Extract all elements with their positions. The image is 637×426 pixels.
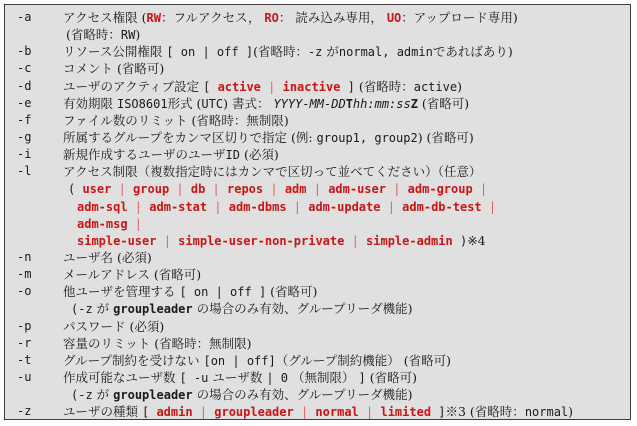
option-description: パスワード (必須) bbox=[63, 318, 165, 334]
option-description: ファイル数のリミット (省略時：無制限) bbox=[63, 112, 289, 128]
option-row bbox=[9, 95, 626, 112]
option-description: アクセス制限（複数指定時にはカンマで区切って並べてください）（任意） bbox=[63, 164, 482, 180]
option-row bbox=[9, 318, 626, 335]
option-row bbox=[9, 146, 626, 163]
option-row bbox=[9, 403, 626, 420]
option-row bbox=[9, 215, 626, 232]
option-description: 有効期限 ISO8601形式 (UTC) 書式： YYYY-MM-DDThh:mm:ssZ (省略可) bbox=[63, 95, 470, 111]
option-row bbox=[9, 129, 626, 146]
option-row bbox=[9, 249, 626, 266]
option-flag: -a bbox=[17, 10, 32, 24]
option-flag: -f bbox=[17, 112, 32, 127]
option-row bbox=[9, 352, 626, 369]
option-flag bbox=[17, 198, 63, 215]
option-flag bbox=[17, 232, 63, 249]
option-description: (-z が groupleader の場合のみ有効、グループリーダ機能) bbox=[71, 387, 413, 403]
option-description: simple-user | simple-user-non-private | simple-admin )※4 bbox=[77, 232, 486, 248]
option-row bbox=[9, 163, 626, 180]
option-flag bbox=[17, 26, 63, 43]
option-flag: -g bbox=[17, 129, 32, 144]
option-list bbox=[9, 9, 626, 420]
option-description: ユーザ名 (必須) bbox=[63, 249, 152, 265]
option-description: 容量のリミット (省略時：無制限) bbox=[63, 335, 252, 351]
option-row bbox=[9, 266, 626, 283]
option-description: adm-msg | bbox=[77, 216, 143, 231]
option-row bbox=[9, 180, 626, 197]
option-description: アクセス権限 (RW：フルアクセス， RO： 読み込み専用， UO：アップロード専用) bbox=[63, 10, 518, 25]
option-flag: -d bbox=[17, 78, 32, 93]
option-description: ( user | group | db | repos | adm | adm-user | adm-group | bbox=[68, 182, 488, 197]
option-row bbox=[9, 60, 626, 77]
option-flag bbox=[17, 180, 63, 197]
option-description: 作成可能なユーザ数 [ -u ユーザ数 | 0 （無制限） ] (省略可) bbox=[63, 369, 417, 385]
option-description: コメント (省略可) bbox=[63, 61, 165, 77]
option-flag: -u bbox=[17, 369, 32, 384]
option-row bbox=[9, 335, 626, 352]
option-flag: -i bbox=[17, 147, 32, 162]
option-flag: -o bbox=[17, 284, 32, 299]
option-row bbox=[9, 26, 626, 43]
option-row bbox=[9, 43, 626, 60]
option-description: グループ制約を受けない [on | off]（グループ制約機能） (省略可) bbox=[63, 352, 451, 368]
option-description: メールアドレス (省略可) bbox=[63, 267, 202, 283]
option-flag: -m bbox=[17, 267, 32, 282]
option-description: adm-sql | adm-stat | adm-dbms | adm-update | adm-db-test | bbox=[77, 199, 497, 214]
option-row bbox=[9, 386, 626, 403]
option-flag: -r bbox=[17, 335, 32, 350]
option-description: (-z が groupleader の場合のみ有効、グループリーダ機能) bbox=[71, 301, 413, 317]
option-description: (省略時：RW) bbox=[66, 27, 141, 43]
option-description: ユーザの種類 [ admin | groupleader | normal | limited ]※3 (省略時：normal) bbox=[63, 404, 574, 420]
option-description: ユーザのアクティブ設定 [ active | inactive ] (省略時：active) bbox=[63, 78, 462, 94]
option-description: 新規作成するユーザのユーザID (必須) bbox=[63, 147, 279, 163]
option-row bbox=[9, 78, 626, 95]
option-flag: -p bbox=[17, 318, 32, 333]
option-flag bbox=[17, 300, 63, 317]
option-flag: -e bbox=[17, 95, 32, 110]
option-flag: -t bbox=[17, 352, 32, 367]
option-flag: -b bbox=[17, 44, 32, 59]
options-help-panel bbox=[4, 4, 631, 420]
option-row bbox=[9, 283, 626, 300]
option-description: 所属するグループをカンマ区切りで指定 (例: group1, group2) (省略可) bbox=[63, 129, 474, 145]
option-flag bbox=[17, 215, 63, 232]
option-flag: -z bbox=[17, 404, 32, 419]
option-description: 他ユーザを管理する [ on | off ] (省略可) bbox=[63, 284, 318, 300]
option-flag bbox=[17, 386, 63, 403]
option-flag: -n bbox=[17, 249, 32, 264]
option-row bbox=[9, 9, 626, 26]
option-description: リソース公開権限 [ on | off ](省略時：-z がnormal, adminであればあり) bbox=[63, 44, 513, 60]
option-flag: -l bbox=[17, 164, 32, 179]
option-row bbox=[9, 198, 626, 215]
option-row bbox=[9, 232, 626, 249]
option-row bbox=[9, 300, 626, 317]
option-row bbox=[9, 112, 626, 129]
option-flag: -c bbox=[17, 61, 32, 76]
option-row bbox=[9, 369, 626, 386]
